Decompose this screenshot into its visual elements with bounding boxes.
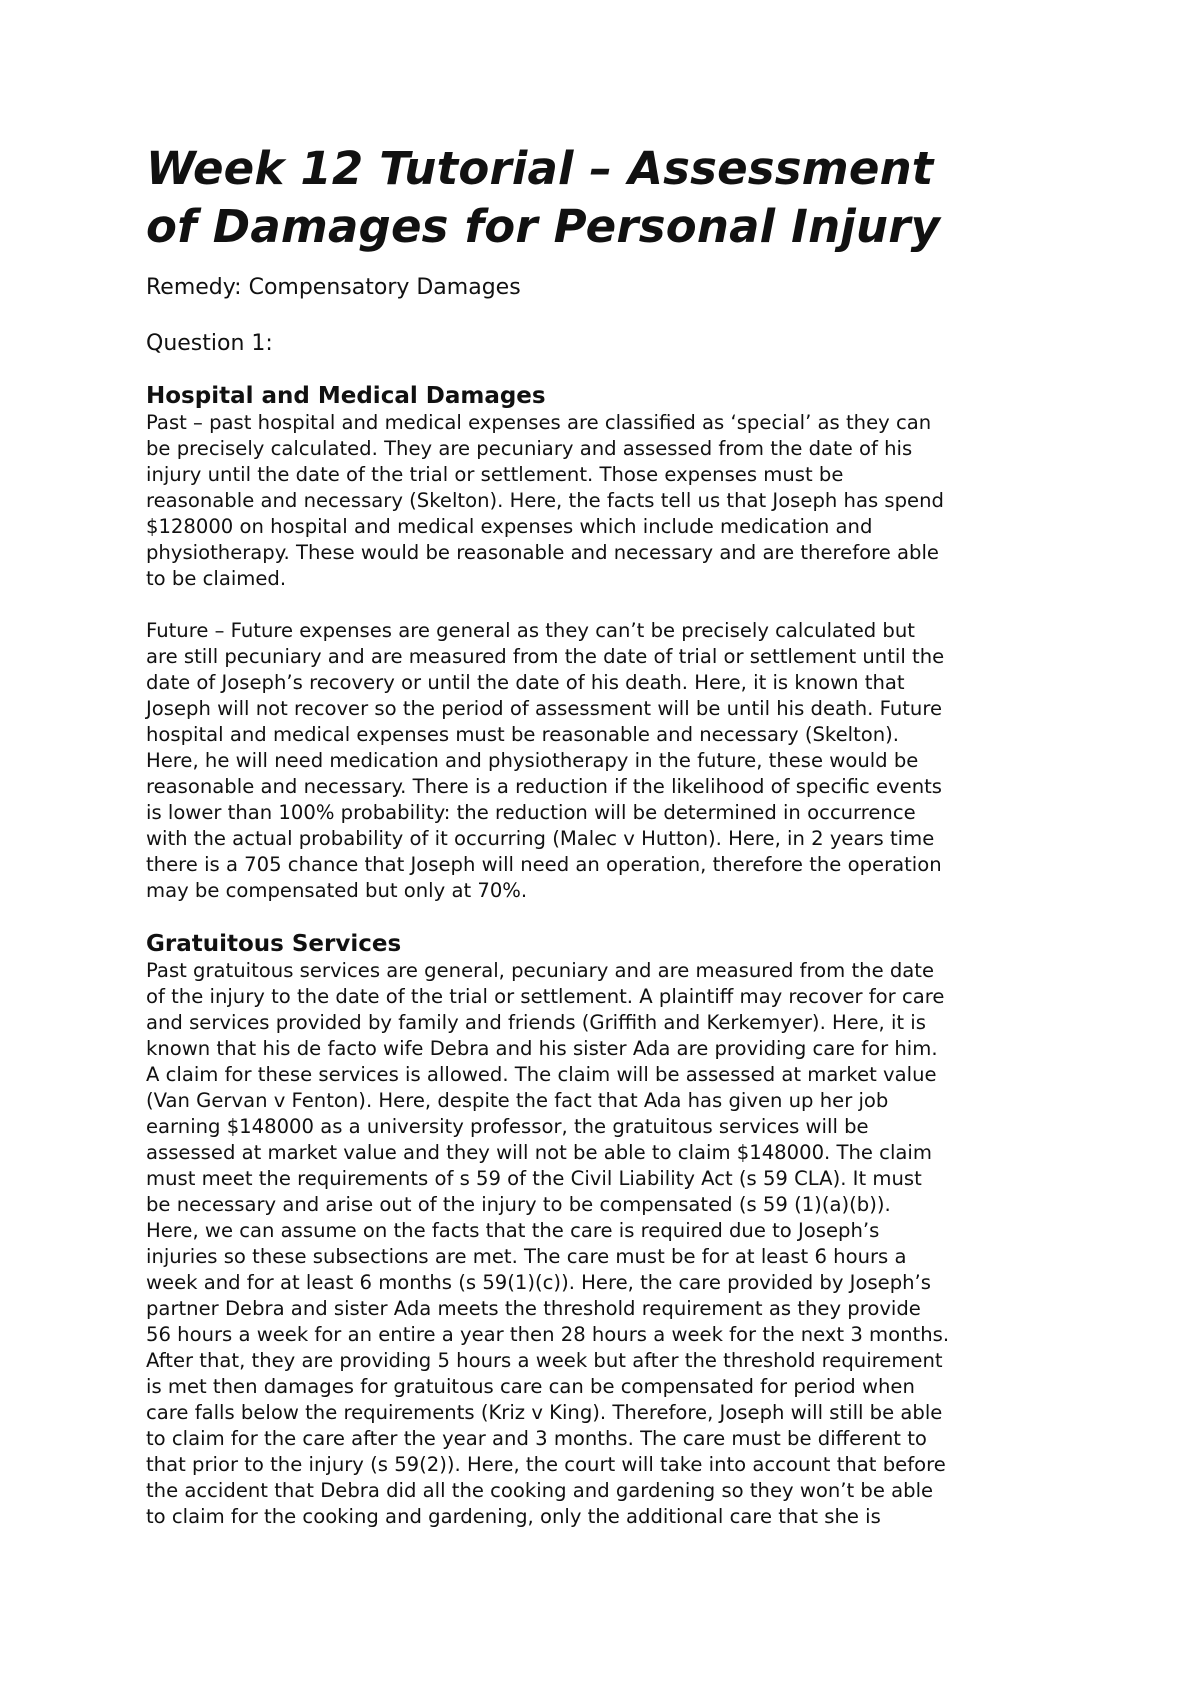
title-line: Week 12 Tutorial – Assessment <box>146 142 934 195</box>
paragraph-line: to claim for the care after the year and 3 months. The care must be different to <box>146 1427 927 1450</box>
paragraph-line: Here, we can assume on the facts that the care is required due to Joseph’s <box>146 1219 880 1242</box>
paragraph-line: to be claimed. <box>146 567 287 590</box>
title-line: of Damages for Personal Injury <box>146 200 941 253</box>
paragraph <box>146 410 1086 592</box>
paragraph-line: to claim for the cooking and gardening, only the additional care that she is <box>146 1505 881 1528</box>
paragraph-line: there is a 705 chance that Joseph will need an operation, therefore the operation <box>146 853 942 876</box>
paragraph-line: assessed at market value and they will not be able to claim $148000. The claim <box>146 1141 932 1164</box>
paragraph-line: are still pecuniary and are measured from the date of trial or settlement until the <box>146 645 945 668</box>
paragraph-line: the accident that Debra did all the cooking and gardening so they won’t be able <box>146 1479 934 1502</box>
paragraph-line: injuries so these subsections are met. The care must be for at least 6 hours a <box>146 1245 907 1268</box>
paragraph-line: (Van Gervan v Fenton). Here, despite the fact that Ada has given up her job <box>146 1089 889 1112</box>
paragraph-line: is met then damages for gratuitous care can be compensated for period when <box>146 1375 915 1398</box>
paragraph-line: A claim for these services is allowed. The claim will be assessed at market value <box>146 1063 937 1086</box>
paragraph-line: earning $148000 as a university professor, the gratuitous services will be <box>146 1115 869 1138</box>
paragraph-line: Here, he will need medication and physiotherapy in the future, these would be <box>146 749 919 772</box>
paragraph-line: must meet the requirements of s 59 of the Civil Liability Act (s 59 CLA). It must <box>146 1167 922 1190</box>
paragraph-line: be precisely calculated. They are pecuniary and assessed from the date of his <box>146 437 913 460</box>
paragraph-line: 56 hours a week for an entire a year then 28 hours a week for the next 3 months. <box>146 1323 950 1346</box>
paragraph-line: date of Joseph’s recovery or until the date of his death. Here, it is known that <box>146 671 905 694</box>
paragraph-line: reasonable and necessary. There is a reduction if the likelihood of specific events <box>146 775 943 798</box>
paragraph-line: partner Debra and sister Ada meets the threshold requirement as they provide <box>146 1297 921 1320</box>
document-body <box>146 382 1086 1530</box>
section-heading: Hospital and Medical Damages <box>146 383 546 409</box>
section-heading: Gratuitous Services <box>146 931 402 957</box>
paragraph-line: may be compensated but only at 70%. <box>146 879 528 902</box>
document-page <box>146 140 1086 1530</box>
paragraph-line: Joseph will not recover so the period of assessment will be until his death. Future <box>146 697 943 720</box>
paragraph-line: Future – Future expenses are general as they can’t be precisely calculated but <box>146 619 915 642</box>
paragraph-line: with the actual probability of it occurring (Malec v Hutton). Here, in 2 years time <box>146 827 935 850</box>
question-label: Question 1: <box>146 331 273 356</box>
paragraph-line: that prior to the injury (s 59(2)). Here, the court will take into account that before <box>146 1453 946 1476</box>
paragraph-line: Past – past hospital and medical expenses are classified as ‘special’ as they can <box>146 411 932 434</box>
paragraph-line: of the injury to the date of the trial or settlement. A plaintiff may recover for care <box>146 985 945 1008</box>
remedy-line: Remedy: Compensatory Damages <box>146 275 521 300</box>
paragraph-line: week and for at least 6 months (s 59(1)(c)). Here, the care provided by Joseph’s <box>146 1271 931 1294</box>
document-title <box>146 140 1086 256</box>
paragraph-line: injury until the date of the trial or settlement. Those expenses must be <box>146 463 844 486</box>
paragraph-line: After that, they are providing 5 hours a week but after the threshold requirement <box>146 1349 943 1372</box>
paragraph <box>146 618 1086 904</box>
paragraph-line: and services provided by family and friends (Griffith and Kerkemyer). Here, it is <box>146 1011 926 1034</box>
paragraph-line: known that his de facto wife Debra and his sister Ada are providing care for him. <box>146 1037 938 1060</box>
paragraph-line: hospital and medical expenses must be reasonable and necessary (Skelton). <box>146 723 900 746</box>
paragraph-line: reasonable and necessary (Skelton). Here, the facts tell us that Joseph has spend <box>146 489 944 512</box>
paragraph-line: is lower than 100% probability: the reduction will be determined in occurrence <box>146 801 916 824</box>
paragraph-line: physiotherapy. These would be reasonable and necessary and are therefore able <box>146 541 939 564</box>
paragraph-line: be necessary and arise out of the injury to be compensated (s 59 (1)(a)(b)). <box>146 1193 891 1216</box>
paragraph-line: care falls below the requirements (Kriz v King). Therefore, Joseph will still be able <box>146 1401 943 1424</box>
paragraph-line: Past gratuitous services are general, pecuniary and are measured from the date <box>146 959 935 982</box>
paragraph-line: $128000 on hospital and medical expenses which include medication and <box>146 515 873 538</box>
paragraph <box>146 958 1086 1530</box>
